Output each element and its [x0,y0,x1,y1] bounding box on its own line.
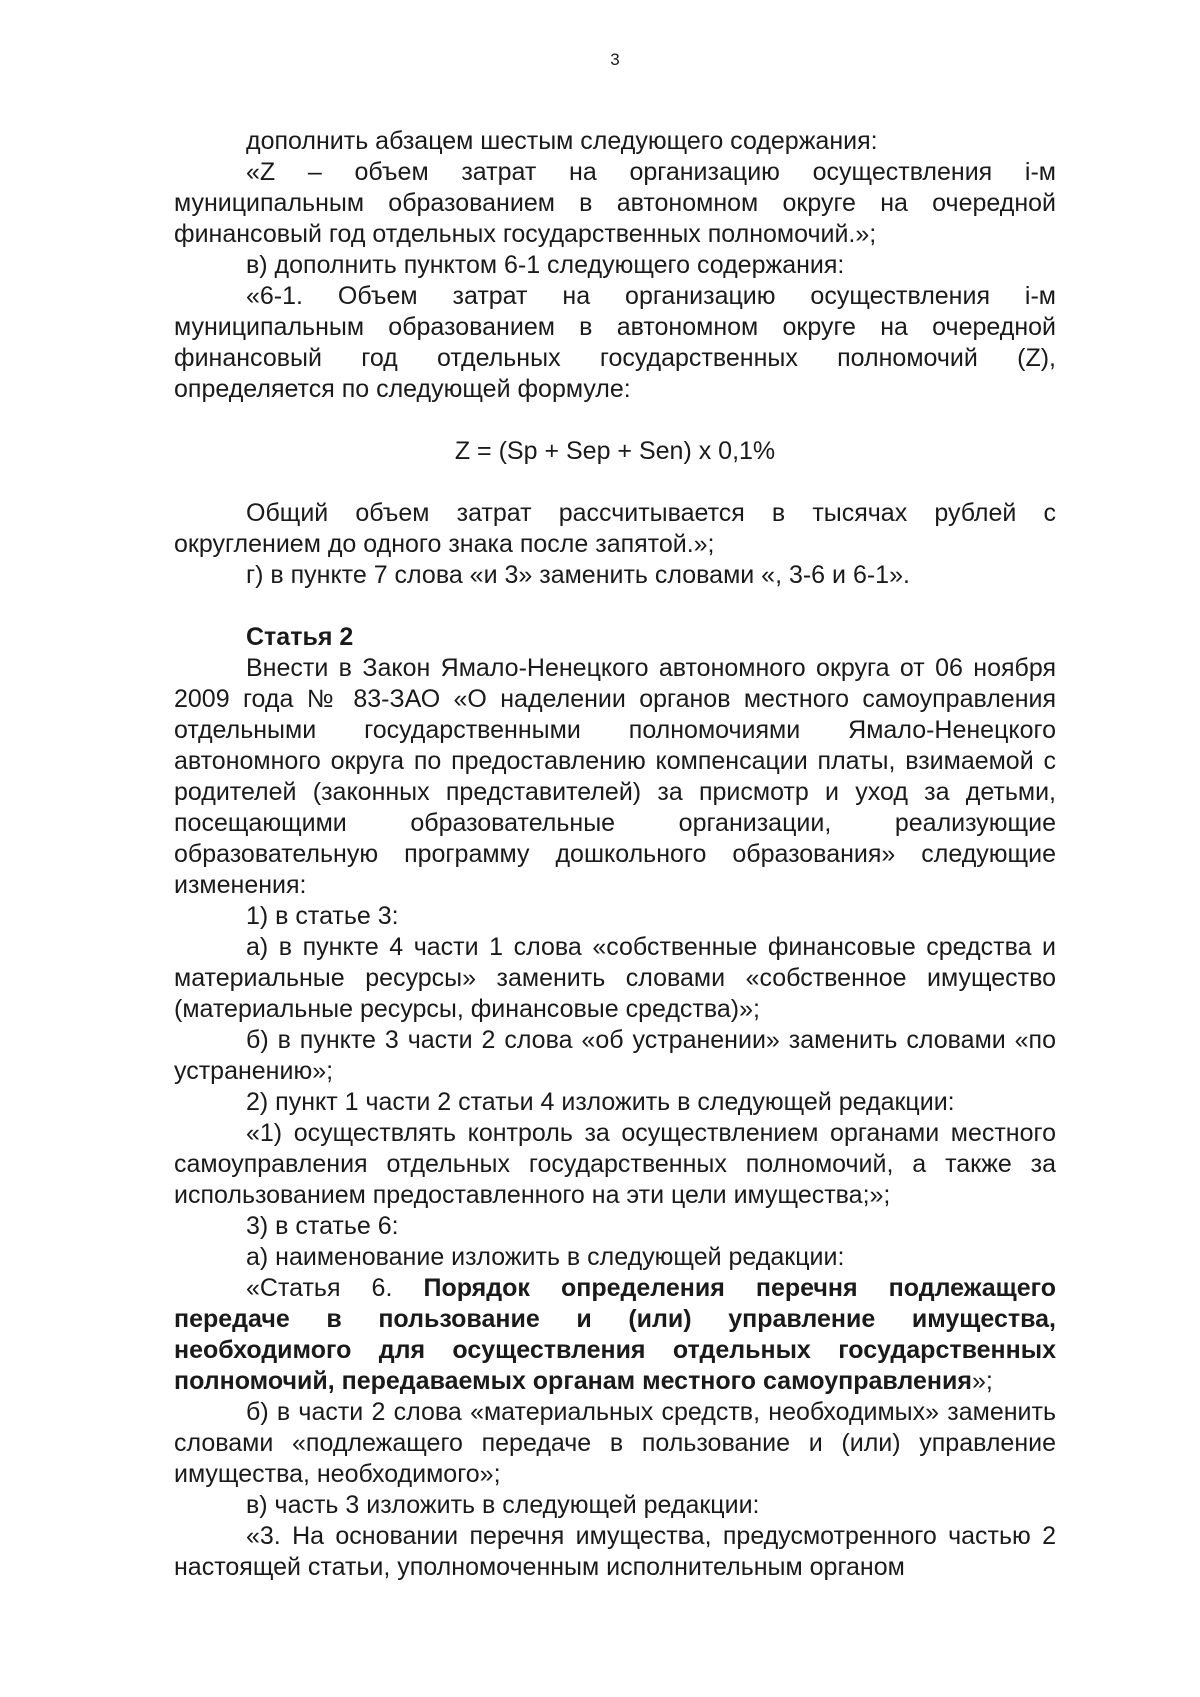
paragraph-16: б) в части 2 слова «материальных средств, необходимых» заменить словами «подлежащего передаче в пользование и (или) управление имущества, необходимого»; [174,1398,1056,1488]
article-title-prefix: «Статья 6. [246,1274,424,1302]
paragraph-14: а) наименование изложить в следующей редакции: [246,1243,845,1271]
formula: Z = (Sp + Sep + Sen) x 0,1% [454,437,776,465]
article-heading: Статья 2 [246,623,354,651]
paragraph-2: «Z – объем затрат на организацию осуществления i-м муниципальным образованием в автономном округе на очередной финансовый год отдельных государственных полномочий.»; [174,158,1056,248]
article-title-bold: Порядок определения перечня подлежащего передаче в пользование и (или) управление имущества, необходимого для осуществления отдельных государственных полномочий, передаваемых органам местного самоуправления [174,1274,1056,1395]
paragraph-13: 3) в статье 6: [246,1212,399,1240]
paragraph-10: б) в пункте 3 части 2 слова «об устранении» заменить словами «по устранению»; [174,1026,1056,1085]
paragraph-9: а) в пункте 4 части 1 слова «собственные финансовые средства и материальные ресурсы» заменить словами «собственное имущество (материальные ресурсы, финансовые средства)»; [174,933,1056,1023]
paragraph-18: «3. На основании перечня имущества, предусмотренного частью 2 настоящей статьи, уполномоченным исполнительным органом [174,1522,1056,1581]
article-title-suffix: »; [971,1367,993,1395]
paragraph-12: «1) осуществлять контроль за осуществлением органами местного самоуправления отдельных государственных полномочий, а также за использованием предоставленного на эти цели имущества;»; [174,1119,1056,1209]
paragraph-4: «6-1. Объем затрат на организацию осуществления i-м муниципальным образованием в автономном округе на очередной финансовый год отдельных государственных полномочий (Z), определяется по следующей формуле: [174,282,1056,403]
paragraph-3: в) дополнить пунктом 6-1 следующего содержания: [246,251,845,279]
page-number: 3 [610,50,620,69]
paragraph-11: 2) пункт 1 части 2 статьи 4 изложить в следующей редакции: [246,1088,955,1116]
paragraph-5: Общий объем затрат рассчитывается в тысячах рублей с округлением до одного знака после запятой.»; [174,499,1056,558]
paragraph-6: г) в пункте 7 слова «и 3» заменить словами «, 3-6 и 6-1». [246,561,910,589]
paragraph-15 [174,1273,1056,1397]
paragraph-8: 1) в статье 3: [246,902,399,930]
paragraph-17: в) часть 3 изложить в следующей редакции: [246,1491,760,1519]
paragraph-1: дополнить абзацем шестым следующего содержания: [246,127,878,155]
paragraph-7: Внести в Закон Ямало-Ненецкого автономного округа от 06 ноября 2009 года № 83-ЗАО «О наделении органов местного самоуправления отдельными государственными полномочиями Ямало-Ненецкого автономного округа по предоставлению компенсации платы, взимаемой с родителей (законных представителей) за присмотр и уход за детьми, посещающими образовательные организации, реализующие образовательную программу дошкольного образования» следующие изменения: [174,654,1056,899]
